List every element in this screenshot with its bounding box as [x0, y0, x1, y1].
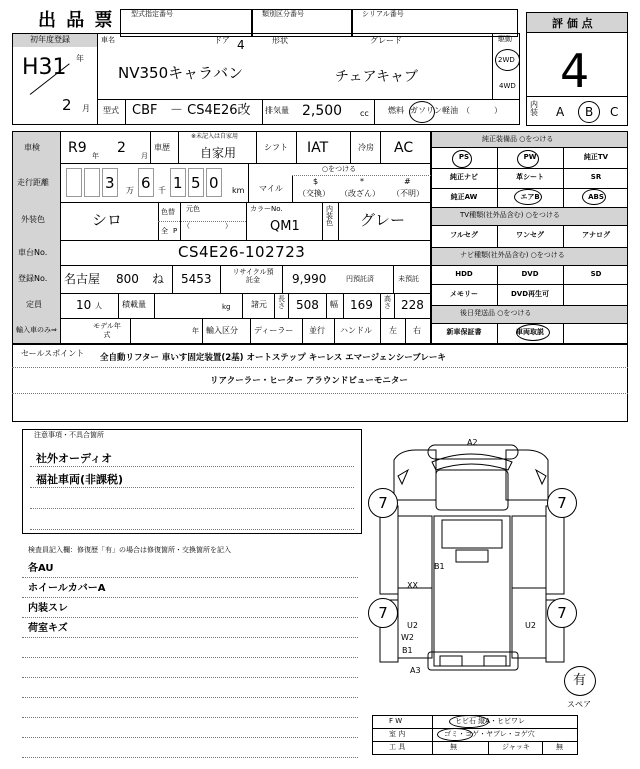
load-unit: kg [222, 303, 231, 311]
score-value: 4 [560, 44, 590, 98]
selling-points-line1: 全自動リフター 車いす固定装置(2基) オートステップ キーレス エマージェンシーブレーキ [100, 353, 446, 363]
import-type-label: 輸入区分 [206, 326, 238, 335]
fw-value: ヒビ石 縦A・ヒビワレ [455, 717, 526, 725]
fw-label: F W [389, 717, 403, 725]
equipment-option[interactable]: 純正ナビ [450, 173, 478, 181]
spare-label: スペア [567, 700, 591, 709]
serial-number-label: シリアル番号 [362, 10, 404, 18]
mileage-digit: 1 [173, 174, 183, 192]
equipment-option[interactable]: フルセグ [450, 231, 478, 239]
equipment-option[interactable]: 車両取説 [516, 328, 544, 336]
equipment-option[interactable]: DVD [521, 270, 539, 278]
first-reg-year-unit: 年 [76, 54, 84, 63]
displacement-label: 排気量 [265, 106, 289, 115]
height-label: 高さ [384, 295, 391, 310]
inspector-line: 内装スレ [28, 603, 68, 614]
mileage-digit-cell[interactable] [66, 168, 82, 197]
interior-grade-label: 内装 [530, 100, 538, 117]
drive-2wd: 2WD [498, 56, 515, 64]
interior-grade-a: A [556, 105, 565, 119]
color-value: シロ [92, 211, 123, 229]
inspector-line: 各AU [28, 563, 54, 574]
car-diagram [376, 440, 626, 680]
inspection-year-unit: 年 [92, 152, 99, 160]
form-title: 出 品 票 [38, 10, 115, 31]
interior-grade-c: C [610, 105, 619, 119]
equipment-option[interactable]: 純正AW [450, 193, 478, 201]
first-reg-month: 2 [62, 96, 72, 114]
equipment-option[interactable]: 革シート [516, 173, 544, 181]
mileage-digit: 5 [191, 174, 201, 192]
inspection-month: 2 [117, 140, 126, 156]
interior-grade-b: B [585, 105, 594, 119]
mileage-digit-cell[interactable] [84, 168, 100, 197]
note-line: 福祉車両(非課税) [36, 473, 124, 486]
interior-color-value: グレー [360, 211, 406, 229]
fuel-paren: （ ） [462, 106, 502, 115]
recycle-label: リサイクル預託金 [232, 268, 274, 285]
equipment-option[interactable]: SR [590, 173, 602, 181]
jack-label: ジャッキ [502, 743, 530, 751]
interior-row-value: ゴミ・コゲ・ヤブレ・コゲ穴 [444, 730, 535, 738]
recycle-unpaid: 未預託 [398, 275, 419, 283]
selling-points-line2: リアクーラー・ヒーター アラウンドビューモニター [210, 376, 408, 386]
paint-p: P [173, 227, 178, 235]
width-label: 幅 [330, 300, 338, 309]
fw-circle [449, 715, 489, 728]
inspector-line: ホイールカバーA [28, 583, 106, 594]
model-year-label: モデル年式 [93, 322, 121, 340]
notes-label: 注意事項・不具合箇所 [34, 431, 104, 439]
equipment-option[interactable]: 新車保証書 [446, 328, 482, 336]
equipment-option[interactable]: DVD再生可 [510, 290, 550, 298]
car-name-label: 車名 [101, 36, 115, 44]
original-color-label: 元色 [186, 205, 200, 213]
history-note: ※未記入は自家用 [191, 133, 239, 140]
history-label: 車歴 [154, 143, 170, 152]
equipment-option[interactable]: アナログ [582, 231, 610, 239]
diagram-a2: A2 [467, 438, 478, 447]
reg-kana: ね [152, 272, 165, 286]
mileage-label: 走行距離 [17, 178, 49, 187]
mileage-sen: 千 [158, 186, 166, 195]
inspection-label: 車検 [24, 143, 40, 152]
jack-value: 無 [556, 743, 563, 751]
recycle-amount: 9,990 [292, 272, 327, 286]
reg-class: 800 [116, 272, 139, 286]
mile-label: マイル [259, 184, 283, 193]
opt-hash: # [404, 177, 411, 186]
opt-dollar: $ [313, 177, 319, 186]
model-prefix: CBF [132, 103, 158, 118]
mileage-note: ○をつける [322, 165, 357, 173]
first-reg-label: 初年度登録 [30, 35, 70, 44]
dims-label: 諸元 [251, 300, 267, 309]
height-value: 228 [401, 298, 424, 312]
reg-city: 名古屋 [64, 272, 101, 286]
shape-label: 形状 [272, 36, 288, 45]
history-value: 自家用 [200, 146, 237, 160]
capacity-value: 10 [76, 298, 92, 312]
color-change-label: 色替 [161, 208, 175, 216]
fuel-label: 燃料 [388, 106, 404, 115]
opt-altered: （改ざん） [340, 189, 380, 198]
shift-value: IAT [307, 140, 329, 156]
drive-4wd: 4WD [499, 82, 516, 90]
all-label: 全 [161, 227, 168, 235]
equipment-option[interactable]: PS [458, 153, 470, 161]
interior-circle [437, 728, 473, 741]
import-label: 輸入車のみ⇒ [16, 326, 57, 334]
parallel: 並行 [309, 326, 325, 335]
shift-label: シフト [264, 143, 288, 152]
dealer: ディーラー [254, 326, 294, 335]
tire-rear-left: 7 [368, 598, 398, 628]
equipment-option[interactable]: 純正TV [583, 153, 609, 161]
equipment-option[interactable]: ワンセグ [516, 231, 544, 239]
length-value: 508 [296, 298, 319, 312]
color-no-value: QM1 [270, 219, 300, 234]
inspection-month-unit: 月 [141, 152, 148, 160]
equipment-section-label: ナビ種類(社外品含む) ○をつける [460, 251, 565, 259]
chassis-label: 車台No. [18, 248, 48, 257]
tire-front-left: 7 [368, 488, 398, 518]
airbag-circle [514, 189, 542, 205]
model-label: 型式 [103, 106, 119, 115]
diagram-u2-left: U2 [407, 621, 418, 630]
light-oil-label: 軽油 [442, 106, 458, 115]
ac-value: AC [394, 140, 414, 156]
load-label: 積載量 [122, 300, 146, 309]
selling-points-label: セールスポイント [21, 349, 85, 358]
opt-star: * [360, 177, 364, 186]
capacity-label: 定員 [26, 300, 42, 309]
recycle-unit: 円預託済 [346, 275, 374, 283]
equipment-option[interactable]: ABS [588, 193, 604, 201]
door-value: 4 [237, 38, 245, 52]
handle-right: 右 [413, 326, 421, 335]
diagram-b1-left: B1 [402, 646, 413, 655]
tire-rear-right: 7 [547, 598, 577, 628]
interior-grade-circle [578, 101, 600, 123]
door-label: ドア [214, 36, 230, 45]
displacement-unit: cc [360, 109, 369, 118]
capacity-unit: 人 [95, 302, 102, 310]
diagram-a3: A3 [410, 666, 421, 675]
type-number-label: 型式指定番号 [131, 10, 173, 18]
mileage-unit: km [232, 186, 245, 195]
equipment-option[interactable]: エアB [520, 193, 540, 201]
reg-no-label: 登録No. [18, 274, 48, 283]
spare-value: 有 [573, 673, 587, 688]
model-code: － CS4E26改 [170, 103, 251, 118]
mileage-digit: 6 [141, 174, 151, 192]
color-no-label: カラーNo. [250, 205, 283, 213]
score-label: 評 価 点 [552, 17, 593, 30]
first-reg-month-unit: 月 [82, 104, 90, 113]
genuine-label: 純正装備品 ○をつける [482, 135, 554, 143]
year-unit: 年 [192, 327, 199, 335]
inspector-label: 検査員記入欄：修復歴「有」の場合は修復箇所・交換箇所を記入 [28, 546, 231, 554]
equipment-option[interactable]: PW [523, 153, 537, 161]
diagram-u2-right: U2 [525, 621, 536, 630]
tire-front-right: 7 [547, 488, 577, 518]
interior-color-label: 内装色 [326, 205, 333, 227]
equipment-option[interactable]: SD [590, 270, 602, 278]
width-value: 169 [350, 298, 373, 312]
equipment-option[interactable]: メモリー [450, 290, 478, 298]
first-reg-era-year: H31 [22, 55, 67, 80]
inspection-era: R9 [68, 140, 87, 156]
equipment-section-label: 後日発送品 ○をつける [460, 309, 532, 317]
diagram-xx: XX [407, 581, 418, 590]
opt-exchange: （交換） [298, 189, 330, 198]
mileage-man: 万 [126, 186, 134, 195]
reg-number: 5453 [181, 272, 212, 286]
class-number-label: 類別区分番号 [262, 10, 304, 18]
mileage-digit: 3 [105, 174, 115, 192]
grade-value: チェアキャブ [335, 69, 419, 85]
abs-circle [582, 189, 606, 205]
opt-unknown: （不明） [392, 189, 424, 198]
grade-label: グレード [370, 36, 402, 45]
equipment-section-label: TV種類(社外品含む) ○をつける [460, 211, 560, 219]
handle-left: 左 [389, 326, 397, 335]
fuel-circle [409, 101, 435, 123]
length-label: 長さ [278, 295, 285, 310]
ac-label: 冷房 [358, 143, 374, 152]
interior-row-label: 室 内 [389, 730, 406, 738]
tools-value: 無 [450, 743, 457, 751]
car-name-value: NV350キャラバン [118, 64, 244, 82]
inspector-line: 荷室キズ [28, 623, 68, 634]
note-line: 社外オーディオ [36, 452, 113, 465]
color-label: 外装色 [21, 215, 45, 224]
ps-circle [452, 150, 472, 168]
equipment-option[interactable]: HDD [455, 270, 473, 278]
fuel-value: ガソリン [410, 106, 442, 115]
pw-circle [517, 150, 539, 168]
diagram-w2: W2 [401, 633, 414, 642]
diagram-b1-center: B1 [434, 562, 445, 571]
original-color-paren: （ ） [183, 222, 232, 230]
mileage-digit: 0 [209, 174, 219, 192]
drive-label: 駆動 [498, 35, 512, 43]
manual-circle [516, 324, 550, 341]
chassis-value: CS4E26-102723 [178, 243, 306, 261]
handle-label: ハンドル [340, 326, 372, 335]
tools-label: 工 具 [389, 743, 406, 751]
displacement-value: 2,500 [302, 103, 343, 119]
